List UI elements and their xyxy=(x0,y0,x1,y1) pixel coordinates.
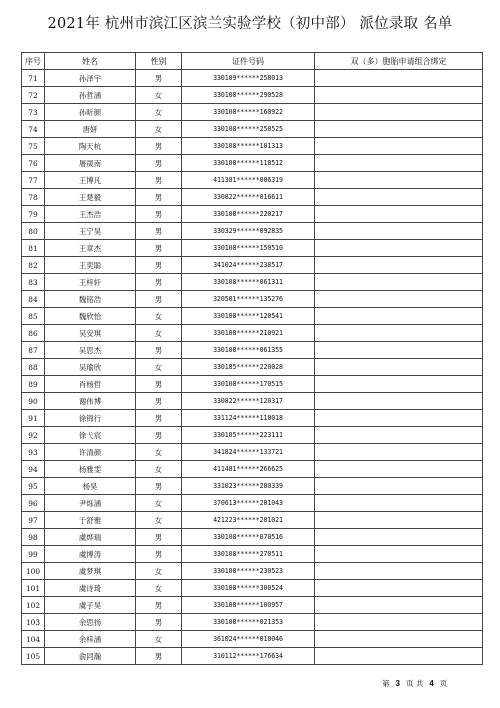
cell-name: 王奕聪 xyxy=(45,257,136,274)
cell-twin-binding xyxy=(315,70,483,87)
cell-name: 于舒雅 xyxy=(45,512,136,529)
cell-id-number: 330329******092835 xyxy=(182,223,315,240)
cell-twin-binding xyxy=(315,274,483,291)
cell-id-number: 331023******280339 xyxy=(182,478,315,495)
cell-twin-binding xyxy=(315,529,483,546)
table-row xyxy=(22,631,483,648)
cell-gender: 男 xyxy=(136,70,182,87)
table-row xyxy=(22,257,483,274)
cell-gender: 女 xyxy=(136,580,182,597)
table-row xyxy=(22,444,483,461)
table-row xyxy=(22,410,483,427)
table-row xyxy=(22,104,483,121)
table-row xyxy=(22,546,483,563)
table-row xyxy=(22,206,483,223)
cell-index: 98 xyxy=(22,529,45,546)
cell-gender: 男 xyxy=(136,206,182,223)
cell-name: 虞梦琪 xyxy=(45,563,136,580)
table-row xyxy=(22,70,483,87)
cell-name: 吴安琪 xyxy=(45,325,136,342)
cell-index: 87 xyxy=(22,342,45,359)
cell-gender: 男 xyxy=(136,478,182,495)
cell-gender: 男 xyxy=(136,614,182,631)
cell-id-number: 330108******250525 xyxy=(182,121,315,138)
cell-gender: 男 xyxy=(136,597,182,614)
table-row xyxy=(22,155,483,172)
table-row xyxy=(22,614,483,631)
cell-twin-binding xyxy=(315,376,483,393)
cell-id-number: 411481******266625 xyxy=(182,461,315,478)
cell-name: 魏铭浩 xyxy=(45,291,136,308)
cell-index: 78 xyxy=(22,189,45,206)
footer-prefix: 第 xyxy=(382,679,390,688)
cell-twin-binding xyxy=(315,597,483,614)
cell-id-number: 310112******176634 xyxy=(182,648,315,665)
cell-name: 谢伟博 xyxy=(45,393,136,410)
cell-name: 虞烨瑞 xyxy=(45,529,136,546)
cell-name: 王博凡 xyxy=(45,172,136,189)
table-row xyxy=(22,461,483,478)
cell-index: 83 xyxy=(22,274,45,291)
cell-id-number: 331124******110018 xyxy=(182,410,315,427)
cell-gender: 男 xyxy=(136,546,182,563)
cell-gender: 女 xyxy=(136,631,182,648)
table-row xyxy=(22,427,483,444)
cell-twin-binding xyxy=(315,410,483,427)
cell-gender: 女 xyxy=(136,444,182,461)
cell-id-number: 341024******238517 xyxy=(182,257,315,274)
cell-gender: 男 xyxy=(136,291,182,308)
cell-name: 唐妍 xyxy=(45,121,136,138)
table-row xyxy=(22,648,483,665)
table-row xyxy=(22,359,483,376)
cell-twin-binding xyxy=(315,563,483,580)
table-header-row xyxy=(22,53,483,70)
cell-gender: 女 xyxy=(136,87,182,104)
cell-id-number: 330108******061355 xyxy=(182,342,315,359)
cell-name: 余梓涵 xyxy=(45,631,136,648)
cell-name: 吴瑜欣 xyxy=(45,359,136,376)
cell-index: 104 xyxy=(22,631,45,648)
cell-gender: 男 xyxy=(136,648,182,665)
table-row xyxy=(22,563,483,580)
cell-twin-binding xyxy=(315,121,483,138)
table-row xyxy=(22,393,483,410)
cell-gender: 男 xyxy=(136,240,182,257)
cell-index: 72 xyxy=(22,87,45,104)
cell-id-number: 330822******016611 xyxy=(182,189,315,206)
cell-twin-binding xyxy=(315,546,483,563)
cell-index: 84 xyxy=(22,291,45,308)
cell-gender: 男 xyxy=(136,257,182,274)
table-row xyxy=(22,308,483,325)
cell-id-number: 330185******220028 xyxy=(182,359,315,376)
cell-name: 王杰浩 xyxy=(45,206,136,223)
cell-id-number: 330108******220217 xyxy=(182,206,315,223)
cell-index: 103 xyxy=(22,614,45,631)
cell-twin-binding xyxy=(315,393,483,410)
cell-twin-binding xyxy=(315,342,483,359)
cell-twin-binding xyxy=(315,461,483,478)
cell-id-number: 330108******290528 xyxy=(182,87,315,104)
cell-index: 97 xyxy=(22,512,45,529)
table-row xyxy=(22,376,483,393)
cell-name: 陶天杭 xyxy=(45,138,136,155)
table-row xyxy=(22,495,483,512)
cell-name: 魏欣怡 xyxy=(45,308,136,325)
cell-id-number: 330822******120317 xyxy=(182,393,315,410)
footer-suffix: 页 xyxy=(439,679,448,688)
cell-id-number: 370613******201043 xyxy=(182,495,315,512)
cell-twin-binding xyxy=(315,206,483,223)
cell-index: 95 xyxy=(22,478,45,495)
cell-gender: 女 xyxy=(136,121,182,138)
cell-name: 余思扬 xyxy=(45,614,136,631)
cell-twin-binding xyxy=(315,257,483,274)
cell-id-number: 330109******258013 xyxy=(182,70,315,87)
cell-gender: 男 xyxy=(136,223,182,240)
cell-gender: 女 xyxy=(136,563,182,580)
cell-gender: 女 xyxy=(136,512,182,529)
cell-index: 79 xyxy=(22,206,45,223)
cell-twin-binding xyxy=(315,240,483,257)
cell-name: 王章杰 xyxy=(45,240,136,257)
table-row xyxy=(22,274,483,291)
cell-index: 88 xyxy=(22,359,45,376)
cell-twin-binding xyxy=(315,478,483,495)
table-row xyxy=(22,291,483,308)
table-body xyxy=(22,70,483,665)
enrollment-table xyxy=(21,52,483,665)
current-page-number: 3 xyxy=(395,679,400,688)
table-row xyxy=(22,223,483,240)
cell-index: 71 xyxy=(22,70,45,87)
cell-gender: 男 xyxy=(136,427,182,444)
cell-index: 94 xyxy=(22,461,45,478)
cell-name: 徐弋宸 xyxy=(45,427,136,444)
cell-gender: 男 xyxy=(136,376,182,393)
cell-index: 74 xyxy=(22,121,45,138)
cell-gender: 女 xyxy=(136,359,182,376)
cell-id-number: 330108******021353 xyxy=(182,614,315,631)
cell-id-number: 330108******070516 xyxy=(182,529,315,546)
cell-index: 76 xyxy=(22,155,45,172)
cell-gender: 男 xyxy=(136,342,182,359)
table-row xyxy=(22,529,483,546)
cell-index: 80 xyxy=(22,223,45,240)
table-row xyxy=(22,87,483,104)
cell-name: 孙泽宇 xyxy=(45,70,136,87)
cell-index: 73 xyxy=(22,104,45,121)
table-row xyxy=(22,172,483,189)
cell-index: 92 xyxy=(22,427,45,444)
table-row xyxy=(22,478,483,495)
cell-name: 许清颜 xyxy=(45,444,136,461)
cell-twin-binding xyxy=(315,104,483,121)
cell-gender: 男 xyxy=(136,410,182,427)
cell-gender: 男 xyxy=(136,172,182,189)
page-footer xyxy=(382,678,453,689)
cell-twin-binding xyxy=(315,614,483,631)
cell-gender: 女 xyxy=(136,495,182,512)
cell-gender: 男 xyxy=(136,138,182,155)
cell-twin-binding xyxy=(315,512,483,529)
table-row xyxy=(22,512,483,529)
cell-id-number: 341824******133721 xyxy=(182,444,315,461)
cell-name: 王梓轩 xyxy=(45,274,136,291)
total-page-number: 4 xyxy=(429,679,434,688)
cell-index: 85 xyxy=(22,308,45,325)
cell-gender: 女 xyxy=(136,308,182,325)
cell-index: 91 xyxy=(22,410,45,427)
cell-index: 90 xyxy=(22,393,45,410)
cell-twin-binding xyxy=(315,87,483,104)
cell-id-number: 330108******150510 xyxy=(182,240,315,257)
cell-gender: 女 xyxy=(136,461,182,478)
cell-name: 虞诗琦 xyxy=(45,580,136,597)
cell-twin-binding xyxy=(315,325,483,342)
cell-twin-binding xyxy=(315,580,483,597)
cell-gender: 男 xyxy=(136,155,182,172)
page-title: 2021年 杭州市滨江区滨兰实验学校（初中部） 派位录取 名单 xyxy=(47,16,453,32)
cell-name: 吴思杰 xyxy=(45,342,136,359)
cell-name: 孙昕颜 xyxy=(45,104,136,121)
header-index: 序号 xyxy=(22,53,45,70)
cell-name: 屠晟南 xyxy=(45,155,136,172)
table-row xyxy=(22,121,483,138)
cell-gender: 男 xyxy=(136,393,182,410)
header-twin-binding: 双（多）胞胎申请组合绑定 xyxy=(315,53,483,70)
cell-name: 杨昊 xyxy=(45,478,136,495)
cell-twin-binding xyxy=(315,138,483,155)
cell-twin-binding xyxy=(315,308,483,325)
cell-name: 徐锦行 xyxy=(45,410,136,427)
cell-name: 虞博涛 xyxy=(45,546,136,563)
table-row xyxy=(22,189,483,206)
cell-name: 虞子昊 xyxy=(45,597,136,614)
table-row xyxy=(22,325,483,342)
cell-index: 99 xyxy=(22,546,45,563)
cell-name: 尹烁涵 xyxy=(45,495,136,512)
cell-index: 93 xyxy=(22,444,45,461)
cell-index: 105 xyxy=(22,648,45,665)
cell-id-number: 330108******230523 xyxy=(182,563,315,580)
cell-id-number: 330108******170515 xyxy=(182,376,315,393)
cell-index: 86 xyxy=(22,325,45,342)
cell-id-number: 330105******223111 xyxy=(182,427,315,444)
cell-index: 77 xyxy=(22,172,45,189)
cell-twin-binding xyxy=(315,172,483,189)
table-row xyxy=(22,138,483,155)
cell-name: 肖杨哲 xyxy=(45,376,136,393)
cell-gender: 男 xyxy=(136,529,182,546)
cell-id-number: 411381******006319 xyxy=(182,172,315,189)
cell-name: 王宁昊 xyxy=(45,223,136,240)
cell-twin-binding xyxy=(315,648,483,665)
cell-id-number: 330108******210921 xyxy=(182,325,315,342)
cell-id-number: 330108******110512 xyxy=(182,155,315,172)
table-row xyxy=(22,240,483,257)
cell-twin-binding xyxy=(315,427,483,444)
cell-index: 75 xyxy=(22,138,45,155)
cell-gender: 男 xyxy=(136,274,182,291)
cell-id-number: 330108******120541 xyxy=(182,308,315,325)
cell-index: 81 xyxy=(22,240,45,257)
cell-index: 101 xyxy=(22,580,45,597)
cell-index: 96 xyxy=(22,495,45,512)
cell-id-number: 361024******010046 xyxy=(182,631,315,648)
cell-id-number: 421223******281021 xyxy=(182,512,315,529)
cell-id-number: 330108******100957 xyxy=(182,597,315,614)
cell-index: 102 xyxy=(22,597,45,614)
cell-name: 杨雅雯 xyxy=(45,461,136,478)
cell-id-number: 330108******270511 xyxy=(182,546,315,563)
header-id-number: 证件号码 xyxy=(182,53,315,70)
cell-id-number: 330108******101313 xyxy=(182,138,315,155)
cell-index: 100 xyxy=(22,563,45,580)
cell-twin-binding xyxy=(315,223,483,240)
cell-index: 82 xyxy=(22,257,45,274)
cell-twin-binding xyxy=(315,189,483,206)
cell-id-number: 330108******160922 xyxy=(182,104,315,121)
footer-middle: 页 共 xyxy=(405,679,424,688)
cell-twin-binding xyxy=(315,444,483,461)
header-gender: 性别 xyxy=(136,53,182,70)
cell-id-number: 330108******300524 xyxy=(182,580,315,597)
cell-name: 孙哲涵 xyxy=(45,87,136,104)
cell-name: 王楚毅 xyxy=(45,189,136,206)
cell-gender: 女 xyxy=(136,325,182,342)
cell-id-number: 330108******061311 xyxy=(182,274,315,291)
header-name: 姓名 xyxy=(45,53,136,70)
cell-twin-binding xyxy=(315,495,483,512)
table-row xyxy=(22,580,483,597)
table-row xyxy=(22,597,483,614)
cell-index: 89 xyxy=(22,376,45,393)
cell-twin-binding xyxy=(315,631,483,648)
cell-id-number: 320501******135276 xyxy=(182,291,315,308)
cell-gender: 女 xyxy=(136,104,182,121)
cell-gender: 男 xyxy=(136,189,182,206)
cell-twin-binding xyxy=(315,155,483,172)
cell-twin-binding xyxy=(315,291,483,308)
cell-name: 俞同瀚 xyxy=(45,648,136,665)
cell-twin-binding xyxy=(315,359,483,376)
table-row xyxy=(22,342,483,359)
